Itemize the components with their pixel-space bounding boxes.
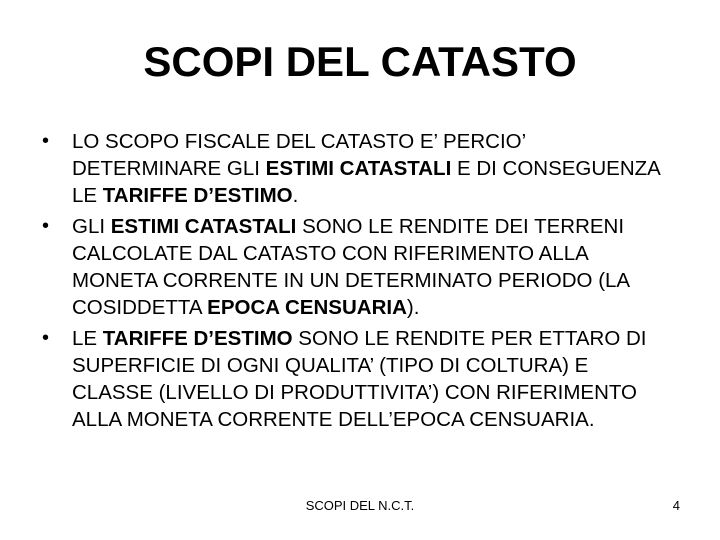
bullet-dot-icon: • xyxy=(42,327,50,349)
bullet-item-3 xyxy=(40,325,670,433)
bullet-list xyxy=(40,128,670,437)
bullet-text-2-part-4: EPOCA CENSUARIA xyxy=(207,296,407,319)
slide-title: SCOPI DEL CATASTO xyxy=(143,38,577,85)
bullet-item-2 xyxy=(40,213,670,321)
bullet-text-1-part-5: . xyxy=(292,184,299,207)
bullet-text-3-part-2: TARIFFE D’ESTIMO xyxy=(102,327,293,350)
bullet-text-2-part-5: ). xyxy=(406,296,420,319)
bullet-dot-icon: • xyxy=(42,215,50,237)
page-number: 4 xyxy=(672,498,680,513)
bullet-text-3-part-1: LE xyxy=(72,327,103,350)
bullet-text-1-part-1: LO SCOPO FISCALE DEL CATASTO E’ PERCIO’ DETERMINARE GLI xyxy=(72,130,526,180)
bullet-text-2-part-1: GLI xyxy=(72,215,111,238)
bullet-text-3-part-3: SONO LE RENDITE PER ETTARO DI SUPERFICIE DI OGNI QUALITA’ (TIPO DI COLTURA) E CLASSE (LIVELLO DI PRODUTTIVITA’) CON RIFERIMENTO ALLA MONETA CORRENTE DELL’EPOCA CENSUARIA. xyxy=(72,327,647,431)
bullet-text-2-part-2: ESTIMI CATASTALI xyxy=(110,215,297,238)
footer-text: SCOPI DEL N.C.T. xyxy=(305,498,415,513)
bullet-text-1-part-3: E DI CONSEGUENZA LE xyxy=(72,157,660,207)
bullet-text-1-part-4: TARIFFE D’ESTIMO xyxy=(102,184,293,207)
bullet-dot-icon: • xyxy=(42,130,50,152)
bullet-item-1 xyxy=(40,128,670,209)
bullet-text-1-part-2: ESTIMI CATASTALI xyxy=(265,157,452,180)
bullet-text-2-part-3: SONO LE RENDITE DEI TERRENI CALCOLATE DAL CATASTO CON RIFERIMENTO ALLA MONETA CORRENTE IN UN DETERMINATO PERIODO (LA COSIDDETTA xyxy=(72,215,629,319)
